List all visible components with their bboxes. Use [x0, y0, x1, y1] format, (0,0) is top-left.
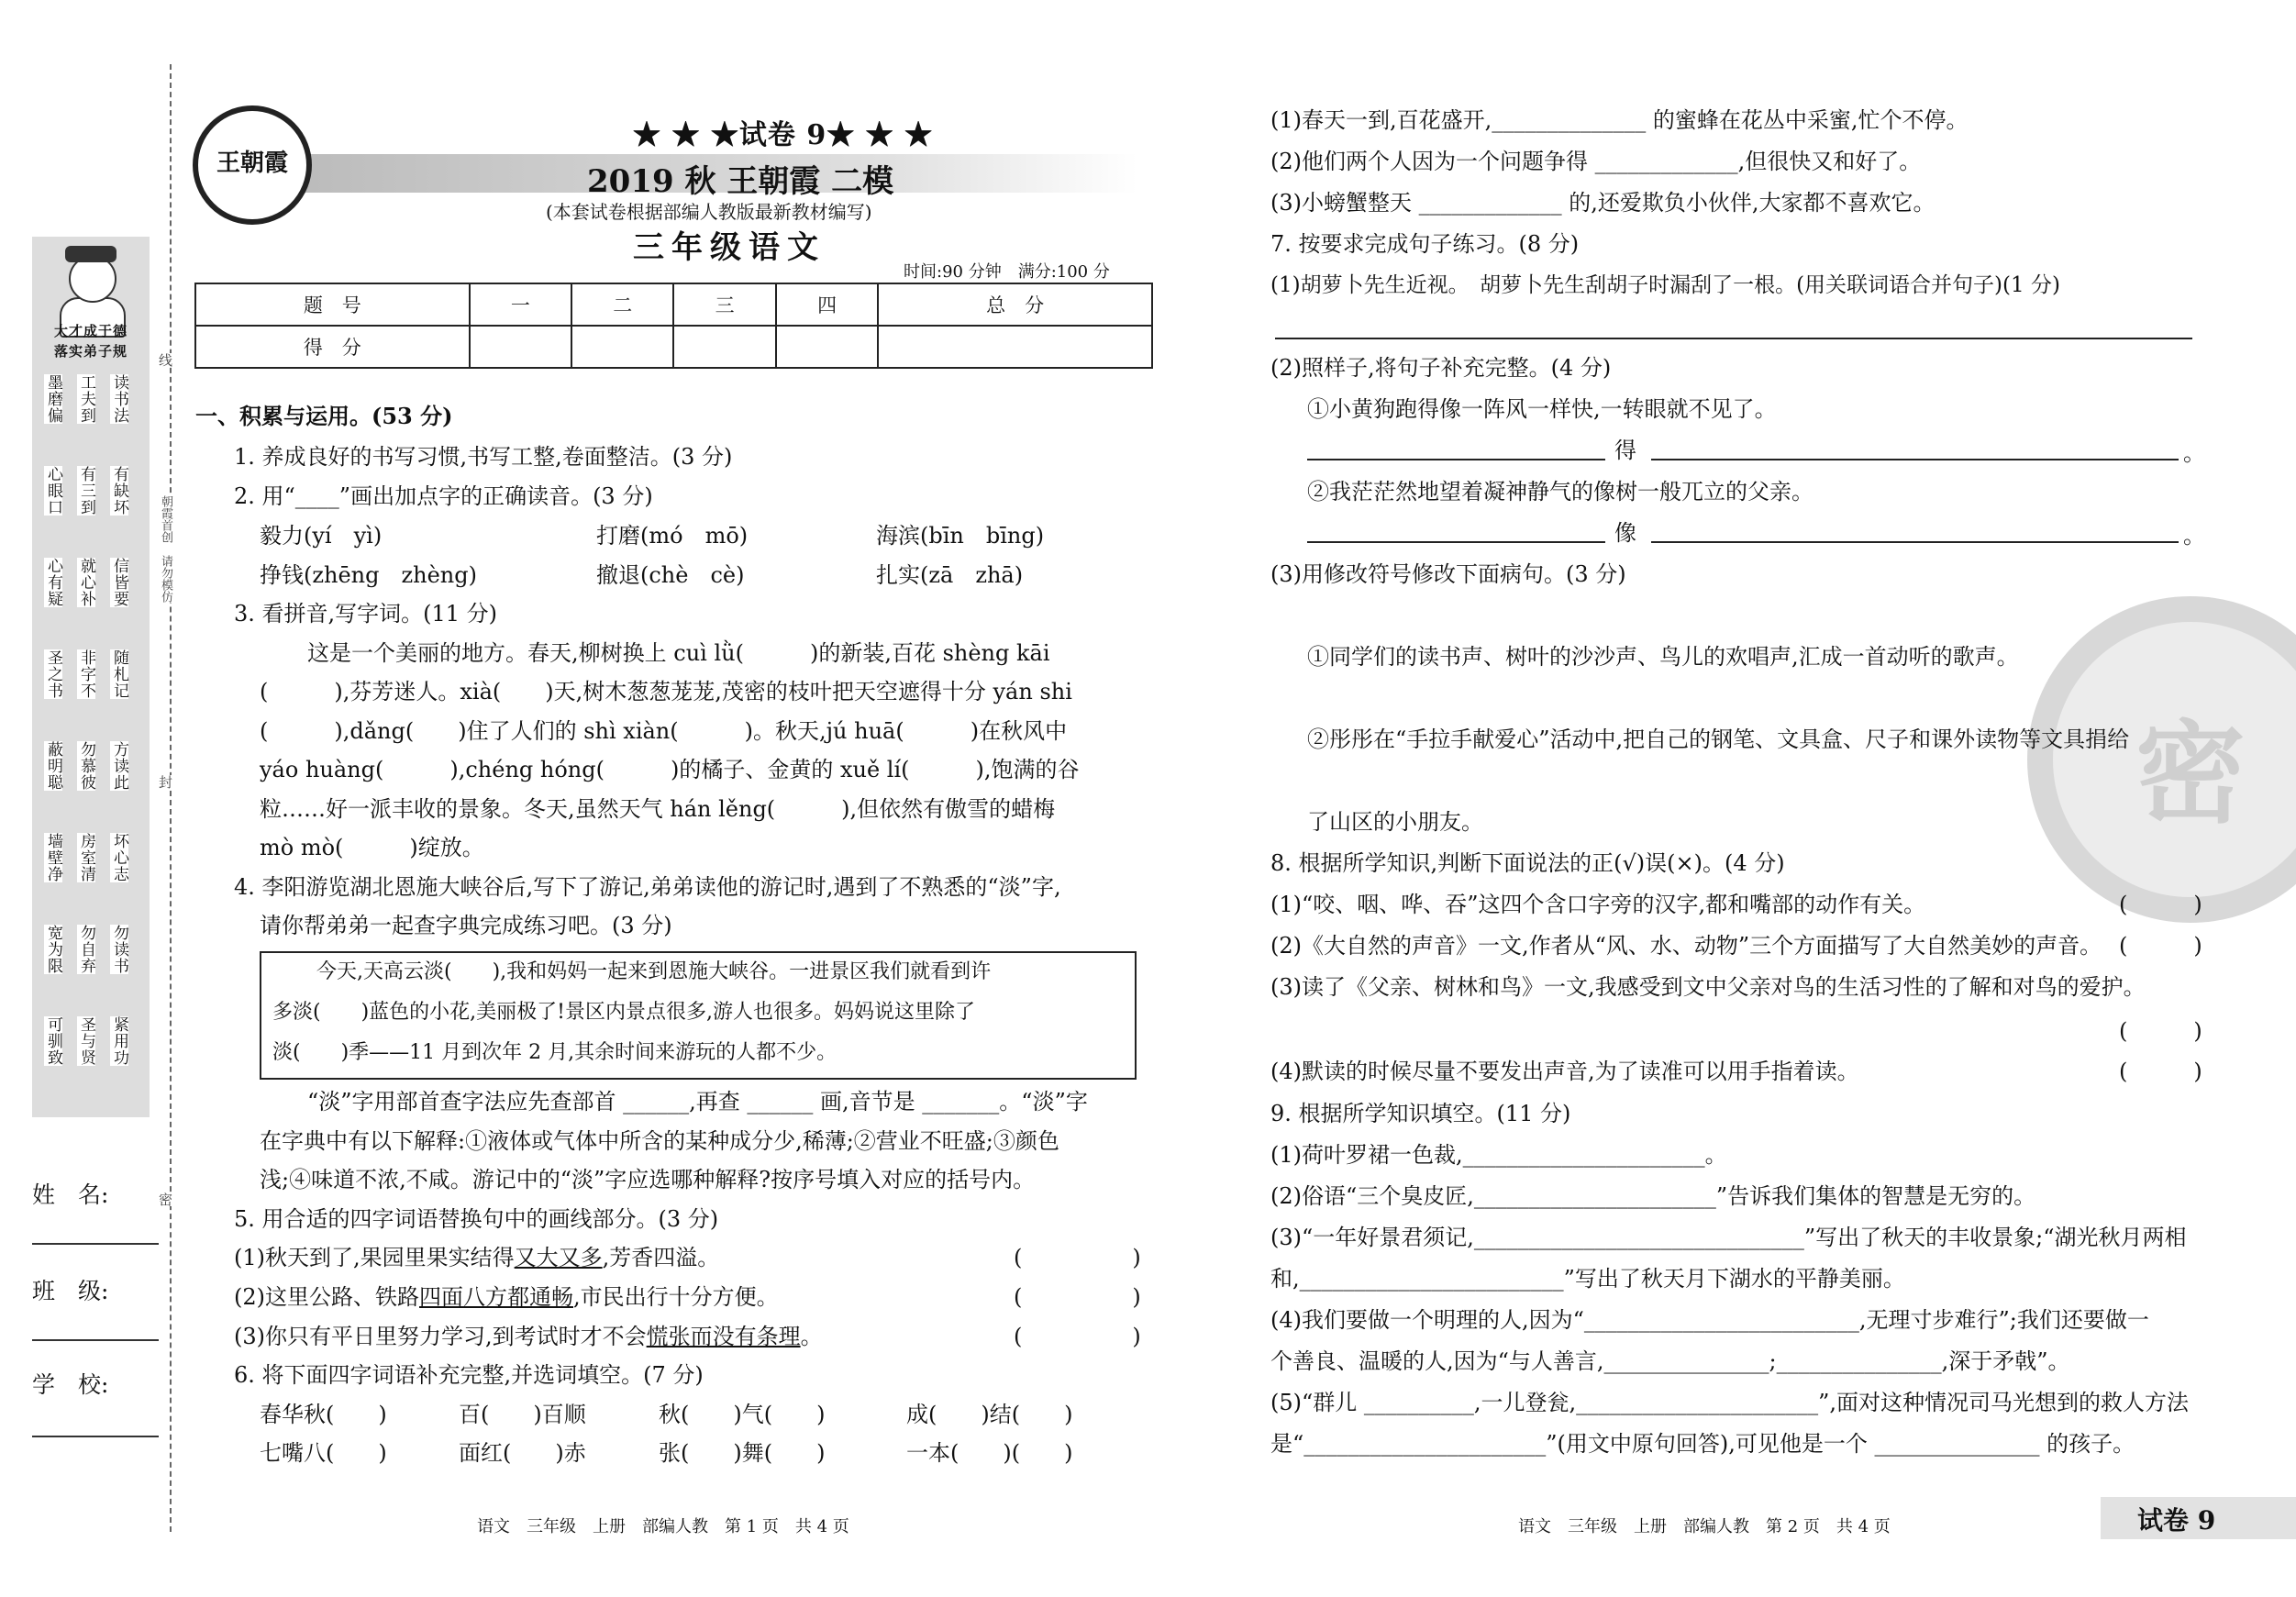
idiom-blank[interactable]: 春华秋( ) — [260, 1402, 387, 1427]
question-5-item: (2)这里公路、铁路四面八方都通畅,市民出行十分方便。 — [234, 1284, 779, 1310]
judgement-item: (2)《大自然的声音》一文,作者从“风、水、动物”三个方面描写了大自然美妙的声音。 — [1270, 933, 2102, 959]
judgement-item: (3)读了《父亲、树林和鸟》一文,我感受到文中父亲对鸟的生活习性的了解和对鸟的爱护。 — [1270, 974, 2146, 1000]
motto-column: 圣与贤 — [77, 1016, 95, 1066]
fold-label: 封 — [157, 775, 173, 789]
passage-line: 粒……好一派丰收的景象。冬天,虽然天气 hán lěng( ),但依然有傲雪的蜡梅 — [260, 796, 1056, 822]
motto-column: 信皆要 — [110, 558, 128, 607]
idiom-blank[interactable]: 秋( )气( ) — [659, 1402, 826, 1427]
idiom-blank[interactable]: 成( )结( ) — [906, 1402, 1073, 1427]
motto-column: 可驯致 — [44, 1016, 62, 1066]
question-8: 8. 根据所学知识,判断下面说法的正(√)误(×)。(4 分) — [1270, 850, 1785, 876]
brand-logo — [193, 105, 312, 225]
motto-column: 勿自弃 — [77, 925, 95, 974]
motto-column: 紧用功 — [110, 1016, 128, 1066]
fill-line[interactable]: (1)荷叶罗裙一色裁,______________________。 — [1270, 1142, 1727, 1168]
passage-line: yáo huàng( ),chéng hóng( )的橘子、金黄的 xuě lí( ),饱满的谷 — [260, 757, 1080, 782]
page-footer: 语文 三年级 上册 部编人教 第 1 页 共 4 页 — [477, 1517, 849, 1536]
question-4-line: 请你帮弟弟一起查字典完成练习吧。(3 分) — [260, 913, 672, 938]
period: 。 — [2183, 440, 2205, 466]
question-9: 9. 根据所学知识填空。(11 分) — [1270, 1101, 1571, 1126]
pinyin-option[interactable]: 扎实(zā zhā) — [876, 562, 1024, 588]
name-label: 姓 名: — [32, 1181, 109, 1208]
fold-line — [170, 64, 172, 1532]
score-cell[interactable] — [571, 326, 673, 368]
travel-note-line: 淡( )季——11 月到次年 2 月,其余时间来游玩的人都不少。 — [272, 1041, 837, 1064]
page-footer: 语文 三年级 上册 部编人教 第 2 页 共 4 页 — [1518, 1517, 1891, 1536]
faulty-sentence-cont[interactable]: 了山区的小朋友。 — [1307, 809, 1483, 835]
fill-line[interactable]: (2)他们两个人因为一个问题争得 _____________,但很快又和好了。 — [1270, 149, 1922, 174]
passage-line: ( ),芬芳迷人。xià( )天,树木葱葱茏茏,茂密的枝叶把天空遮得十分 yán shi — [260, 679, 1072, 704]
pinyin-option[interactable]: 毅力(yí yì) — [260, 523, 383, 549]
question-4-text: 浅;④味道不浓,不咸。游记中的“淡”字应选哪种解释?按序号填入对应的括号内。 — [260, 1167, 1036, 1192]
question-7-3: (3)用修改符号修改下面病句。(3 分) — [1270, 561, 1626, 587]
motto-column: 坏心志 — [110, 833, 128, 882]
pinyin-option[interactable]: 海滨(bīn bīng) — [876, 523, 1045, 549]
class-label: 班 级: — [32, 1278, 109, 1304]
idiom-blank[interactable]: 百( )百顺 — [459, 1402, 586, 1427]
school-label: 学 校: — [32, 1371, 109, 1398]
score-cell[interactable] — [776, 326, 878, 368]
pinyin-option[interactable]: 挣钱(zhēng zhèng) — [260, 562, 477, 588]
question-1: 1. 养成良好的书写习惯,书写工整,卷面整洁。(3 分) — [234, 444, 733, 470]
motto-column: 随札记 — [110, 649, 128, 699]
motto-column: 方读此 — [110, 741, 128, 791]
judgement-item: (1)“咬、咽、哗、吞”这四个含口字旁的汉字,都和嘴部的动作有关。 — [1270, 892, 1926, 917]
question-7-2: (2)照样子,将句子补充完整。(4 分) — [1270, 355, 1612, 381]
question-5-item: (1)秋天到了,果园里果实结得又大又多,芳香四溢。 — [234, 1245, 720, 1270]
question-6: 6. 将下面四字词语补充完整,并选词填空。(7 分) — [234, 1362, 704, 1388]
paper-number: ★ ★ ★试卷 9★ ★ ★ — [633, 119, 934, 151]
question-4-text: “淡”字用部首查字法应先查部首 ______,再查 ______ 画,音节是 _______。“淡”字 — [307, 1089, 1088, 1115]
score-label-cell: 得 分 — [195, 326, 470, 368]
school-line[interactable] — [32, 1436, 159, 1437]
score-header-cell: 一 — [470, 283, 571, 326]
motto-column: 有缺坏 — [110, 466, 128, 516]
passage-line: 这是一个美丽的地方。春天,柳树换上 cuì lǜ( )的新装,百花 shèng kāi — [307, 640, 1050, 666]
class-line[interactable] — [32, 1339, 159, 1341]
judgement-paren[interactable]: ( ) — [2119, 892, 2202, 917]
score-table — [194, 283, 1153, 369]
score-cell[interactable] — [673, 326, 775, 368]
fold-label: 密 — [157, 1192, 173, 1206]
score-header-cell: 二 — [571, 283, 673, 326]
period: 。 — [2183, 523, 2205, 549]
question-7-1: (1)胡萝卜先生近视。 胡萝卜先生刮胡子时漏刮了一根。(用关联词语合并句子)(1 分) — [1270, 273, 2060, 297]
secret-stamp-watermark: 密 — [2027, 596, 2296, 923]
score-header-cell: 四 — [776, 283, 878, 326]
time-score: 时间:90 分钟 满分:100 分 — [904, 262, 1110, 282]
question-5-item: (3)你只有平日里努力学习,到考试时才不会慌张而没有条理。 — [234, 1324, 823, 1349]
paper-tag: 试卷 9 — [2101, 1497, 2296, 1539]
judgement-paren[interactable]: ( ) — [2119, 1059, 2202, 1084]
motto-line: 大才成于德 — [53, 323, 128, 339]
question-7: 7. 按要求完成句子练习。(8 分) — [1270, 231, 1580, 257]
judgement-paren[interactable]: ( ) — [2119, 933, 2202, 959]
answer-line[interactable] — [1651, 541, 2179, 543]
fill-keyword: 得 — [1614, 438, 1636, 463]
motto-column: 心有疑 — [44, 558, 62, 607]
motto-column: 心眼口 — [44, 466, 62, 516]
example-sentence: ①小黄狗跑得像一阵风一样快,一转眼就不见了。 — [1307, 396, 1777, 422]
fill-line[interactable]: 是“______________________”(用文中原句回答),可见他是一个 _______________ 的孩子。 — [1270, 1431, 2135, 1457]
motto-column: 就心补 — [77, 558, 95, 607]
motto-column: 有三到 — [77, 466, 95, 516]
answer-line[interactable] — [1651, 459, 2179, 460]
section-heading: 一、积累与运用。(53 分) — [195, 403, 453, 429]
motto-column: 墨磨偏 — [44, 374, 62, 424]
question-2: 2. 用“____”画出加点字的正确读音。(3 分) — [234, 483, 653, 509]
grade-subject: 三年级语文 — [633, 229, 826, 266]
fill-line[interactable]: 个善良、温暖的人,因为“与人善言,_______________;_______________,深于矛戟”。 — [1270, 1348, 2070, 1374]
score-cell[interactable] — [878, 326, 1152, 368]
idiom-blank[interactable]: 七嘴八( ) — [260, 1440, 387, 1466]
example-sentence: ②我茫茫然地望着凝神静气的像树一般兀立的父亲。 — [1307, 479, 1814, 505]
passage-line: mò mò( )绽放。 — [260, 835, 484, 860]
fill-line[interactable]: (2)俗语“三个臭皮匠,______________________”告诉我们集体的智慧是无穷的。 — [1270, 1183, 2036, 1209]
score-header-cell: 总 分 — [878, 283, 1152, 326]
passage-line: ( ),dǎng( )住了人们的 shì xiàn( )。秋天,jú huā( )在秋风中 — [260, 718, 1068, 744]
fill-line[interactable]: (3)小螃蟹整天 _____________ 的,还爱欺负小伙伴,大家都不喜欢它。 — [1270, 190, 1936, 216]
answer-paren[interactable]: ( ) — [1014, 1245, 1141, 1270]
fill-line[interactable]: (1)春天一到,百花盛开,______________ 的蜜蜂在花丛中采蜜,忙个不停。 — [1270, 107, 1969, 133]
travel-note-line: 多淡( )蓝色的小花,美丽极了!景区内景点很多,游人也很多。妈妈说这里除了 — [272, 1001, 975, 1024]
answer-paren[interactable]: ( ) — [1014, 1324, 1141, 1349]
idiom-blank[interactable]: 面红( )赤 — [459, 1440, 586, 1466]
fill-line[interactable]: (5)“群儿 __________,一儿登瓮,______________________”,面对这种情况司马光想到的救人方法 — [1270, 1390, 2190, 1415]
faulty-sentence[interactable]: ①同学们的读书声、树叶的沙沙声、鸟儿的欢唱声,汇成一首动听的歌声。 — [1307, 644, 2019, 670]
answer-line[interactable] — [1275, 338, 2192, 339]
answer-paren[interactable]: ( ) — [1014, 1284, 1141, 1310]
motto-column: 勿慕彼 — [77, 741, 95, 791]
fill-line[interactable]: (3)“一年好景君须记,______________________________”写出了秋天的丰收景象;“湖光秋月两相 — [1270, 1225, 2187, 1250]
score-cell[interactable] — [470, 326, 571, 368]
question-5: 5. 用合适的四字词语替换句中的画线部分。(3 分) — [234, 1206, 719, 1232]
logo-text: 王朝霞 — [216, 150, 288, 177]
vertical-note: 朝霞首创 请勿模仿 — [156, 495, 174, 603]
motto-column: 圣之书 — [44, 649, 62, 699]
faulty-sentence[interactable]: ②彤彤在“手拉手献爱心”活动中,把自己的钢笔、文具盒、尺子和课外读物等文具捐给 — [1307, 726, 2130, 752]
judgement-paren[interactable]: ( ) — [2119, 1018, 2202, 1044]
fill-line[interactable]: (4)我们要做一个明理的人,因为“_________________________,无理寸步难行”;我们还要做一 — [1270, 1307, 2149, 1333]
motto-column: 勿读书 — [110, 925, 128, 974]
question-4-text: 在字典中有以下解释:①液体或气体中所含的某种成分少,稀薄;②营业不旺盛;③颜色 — [260, 1128, 1059, 1154]
motto-column: 蔽明聪 — [44, 741, 62, 791]
answer-line[interactable] — [1307, 541, 1605, 543]
subtitle: (本套试卷根据部编人教版最新教材编写) — [546, 201, 872, 223]
idiom-blank[interactable]: 一本( )( ) — [906, 1440, 1073, 1466]
pinyin-option[interactable]: 打磨(mó mō) — [596, 523, 749, 549]
motto-column: 房室清 — [77, 833, 95, 882]
question-4: 4. 李阳游览湖北恩施大峡谷后,写下了游记,弟弟读他的游记时,遇到了不熟悉的“淡”字, — [234, 874, 1061, 900]
question-3: 3. 看拼音,写字词。(11 分) — [234, 601, 498, 627]
fold-label: 线 — [157, 353, 173, 367]
score-header-cell: 三 — [673, 283, 775, 326]
motto-column: 非字不 — [77, 649, 95, 699]
answer-line[interactable] — [1307, 459, 1605, 460]
idiom-blank[interactable]: 张( )舞( ) — [659, 1440, 826, 1466]
main-title: 2019 秋 王朝霞 二模 — [587, 163, 894, 200]
motto-column: 工夫到 — [77, 374, 95, 424]
motto-column: 墙壁净 — [44, 833, 62, 882]
name-line[interactable] — [32, 1243, 159, 1245]
travel-note-line: 今天,天高云淡( ),我和妈妈一起来到恩施大峡谷。一进景区我们就看到许 — [316, 960, 992, 983]
pinyin-option[interactable]: 撤退(chè cè) — [596, 562, 745, 588]
fill-keyword: 像 — [1614, 520, 1636, 546]
motto-line: 落实弟子规 — [53, 343, 128, 360]
motto-column: 宽为限 — [44, 925, 62, 974]
score-header-cell: 题 号 — [195, 283, 470, 326]
motto-column: 读书法 — [110, 374, 128, 424]
judgement-item: (4)默读的时候尽量不要发出声音,为了读准可以用手指着读。 — [1270, 1059, 1859, 1084]
fill-line[interactable]: 和,________________________”写出了秋天月下湖水的平静美丽。 — [1270, 1266, 1905, 1292]
